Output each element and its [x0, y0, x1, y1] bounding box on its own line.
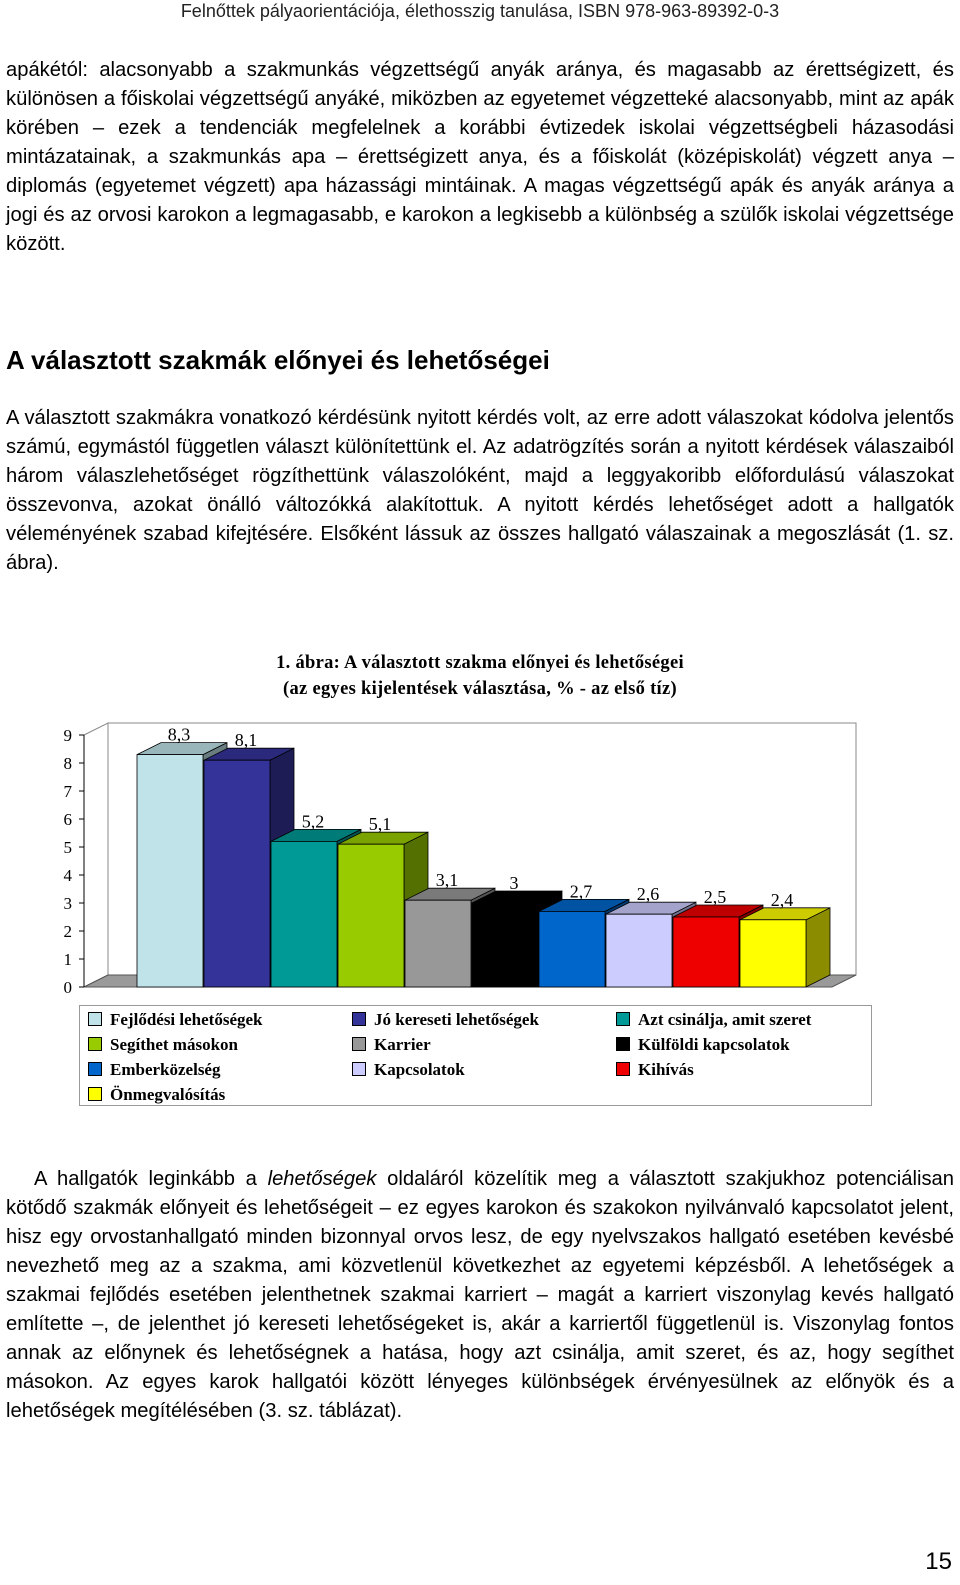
- bar-front: [204, 760, 270, 987]
- bar-front: [271, 841, 337, 987]
- bar-value-label: 2,7: [569, 881, 593, 902]
- legend-label: Önmegvalósítás: [110, 1085, 226, 1104]
- legend-swatch: [352, 1062, 366, 1076]
- y-tick-label: 0: [63, 978, 72, 997]
- legend-swatch: [88, 1012, 102, 1026]
- legend-item: [616, 1058, 694, 1082]
- legend-item: [352, 1058, 465, 1082]
- paragraph-discussion-lead: A hallgatók leginkább a: [34, 1168, 268, 1190]
- legend-label: Fejlődési lehetőségek: [110, 1010, 263, 1029]
- y-tick-label: 7: [63, 782, 72, 801]
- figure-subtitle: (az egyes kijelentések választása, % - az első tíz): [283, 679, 677, 699]
- y-tick-label: 5: [63, 838, 72, 857]
- legend-item: [88, 1058, 220, 1082]
- y-axis: [64, 726, 85, 997]
- y-tick-label: 3: [63, 894, 72, 913]
- legend-swatch: [616, 1012, 630, 1026]
- legend-item: [616, 1033, 790, 1057]
- y-tick-label: 2: [63, 922, 72, 941]
- bar: [740, 908, 830, 987]
- bar-front: [539, 911, 605, 987]
- bar-chart: [0, 700, 960, 1000]
- bar-front: [472, 903, 538, 987]
- bar-front: [338, 844, 404, 987]
- chart-legend: [79, 1005, 872, 1106]
- y-tick-label: 1: [63, 950, 72, 969]
- legend-swatch: [616, 1037, 630, 1051]
- legend-swatch: [352, 1037, 366, 1051]
- legend-swatch: [352, 1012, 366, 1026]
- legend-item: [88, 1008, 263, 1032]
- y-tick-label: 8: [63, 754, 72, 773]
- y-tick-label: 9: [63, 726, 72, 745]
- figure-caption: [0, 650, 960, 702]
- bar-value-label: 5,1: [368, 814, 392, 835]
- legend-item: [88, 1083, 225, 1107]
- bar-value-label: 3: [509, 873, 519, 893]
- legend-label: Kihívás: [638, 1060, 694, 1079]
- legend-item: [88, 1033, 238, 1057]
- y-tick-label: 4: [63, 866, 72, 885]
- bar-front: [606, 914, 672, 987]
- paragraph-intro: apákétól: alacsonyabb a szakmunkás végzettségű anyák aránya, és magasabb az érettségizett, és különösen a főiskolai végzettségű anyáké, miközben az egyetemet végzetteké alacsonyabb, mint az apák körében – ezek a tendenciák megfelelnek a korábbi évtizedek iskolai végzettségbeli házasodási mintázatainak, a szakmunkás apa – érettségizett anya, és a főiskolát (középiskolát) végzett anya – diplomás (egyetemet végzett) apa házassági mintáinak. A magas végzettségű apák és anyák aránya a jogi és az orvosi karokon a legmagasabb, e karokon a legkisebb a különbség a szülők iskolai végzettsége között.: [6, 59, 954, 255]
- bar-value-label: 8,1: [234, 730, 258, 751]
- bar-value-label: 2,5: [703, 887, 727, 907]
- bar-value-label: 5,2: [301, 811, 325, 832]
- legend-label: Segíthet másokon: [110, 1035, 238, 1054]
- bar-value-label: 8,3: [167, 724, 191, 745]
- section-heading: A választott szakmák előnyei és lehetőségei: [6, 345, 550, 375]
- legend-label: Azt csinálja, amit szeret: [638, 1010, 812, 1029]
- legend-label: Jó kereseti lehetőségek: [374, 1010, 539, 1029]
- y-tick-label: 6: [63, 810, 72, 829]
- page-number: 15: [925, 1548, 952, 1575]
- bar-value-label: 3,1: [435, 870, 459, 891]
- legend-label: Kapcsolatok: [374, 1060, 465, 1079]
- bar-side: [806, 908, 830, 987]
- legend-swatch: [88, 1037, 102, 1051]
- bar-front: [405, 900, 471, 987]
- paragraph-discussion-rest: oldaláról közelítik meg a választott szakjukhoz potenciálisan kötődő szakmák előnyeit és lehetőségeit – ez egyes karokon és szakokon nyilvánvaló kapcsolatot jelent, hisz egy orvostanhallgató minden bizonnyal orvos lesz, de egy nyelvszakos hallgató esetében kevésbé nevezhető meg az a szakma, ami közvetlenül következhet az egyetemi képzésből. A lehetőségek a szakmai fejlődés esetében jelenthetnek szakmai karriert – magát a karriert viszonylag kevés hallgató említette –, de jelenthet jó kereseti lehetőségeket is, akár a karriertől függetlenül is. Viszonylag fontos annak az előnynek és lehetőségnek a hatása, hogy azt csinálja, amit szeret, és az, hogy segíthet másokon. Az egyes karok hallgatói között lényeges különbségek érvényesülnek az előnyök és a lehetőségek megítélésében (3. sz. táblázat).: [6, 1168, 954, 1422]
- legend-label: Karrier: [374, 1035, 431, 1054]
- chart-side-wall: [84, 723, 108, 987]
- figure-title: 1. ábra: A választott szakma előnyei és lehetőségei: [276, 653, 684, 673]
- legend-label: Emberközelség: [110, 1060, 221, 1079]
- running-header: Felnőttek pályaorientációja, élethosszig tanulása, ISBN 978-963-89392-0-3: [180, 1, 780, 21]
- legend-item: [352, 1033, 431, 1057]
- legend-swatch: [88, 1087, 102, 1101]
- bar-value-label: 2,4: [770, 889, 794, 910]
- bar-front: [137, 755, 203, 987]
- paragraph-discussion: [6, 1165, 954, 1426]
- legend-label: Külföldi kapcsolatok: [638, 1035, 790, 1054]
- bar-value-label: 2,6: [636, 884, 660, 905]
- legend-item: [616, 1008, 811, 1032]
- legend-swatch: [88, 1062, 102, 1076]
- paragraph-method: A választott szakmákra vonatkozó kérdésünk nyitott kérdés volt, az erre adott válaszokat kódolva jelentős számú, egymástól független választ különítettünk el. Az adatrögzítés során a nyitott kérdések válaszaiból három válaszlehetőséget rögzíthettünk válaszolóként, majd a leggyakoribb előfordulású válaszokat összevonva, azokat önálló változókká alakítottuk. A nyitott kérdés lehetőséget adott a hallgatók véleményének szabad kifejtésére. Elsőként lássuk az összes hallgató válaszainak a megoszlását (1. sz. ábra).: [6, 407, 954, 574]
- bar-front: [740, 920, 806, 987]
- bar-front: [673, 917, 739, 987]
- legend-item: [352, 1008, 539, 1032]
- legend-swatch: [616, 1062, 630, 1076]
- paragraph-discussion-emphasis: lehetőségek: [267, 1168, 377, 1190]
